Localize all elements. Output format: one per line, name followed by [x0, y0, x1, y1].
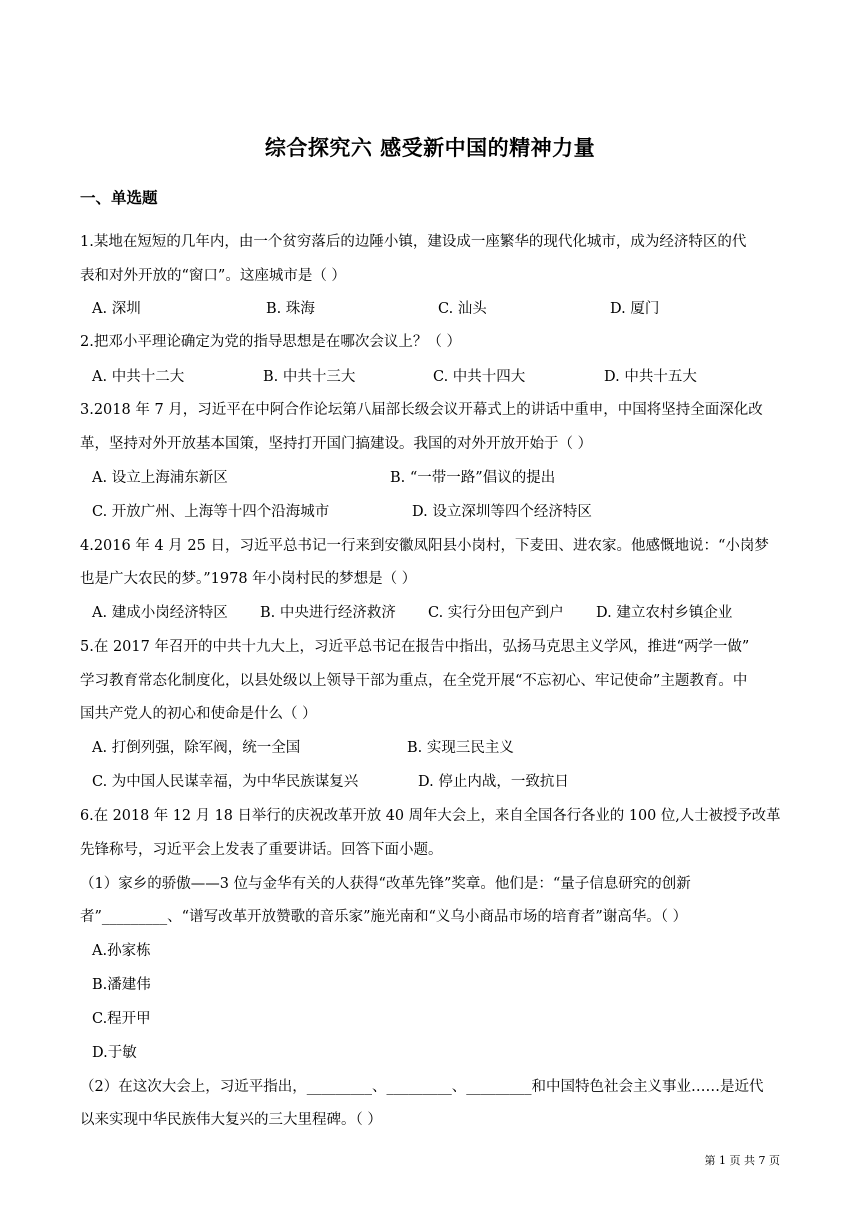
subquestion-1-option-c: C.程开甲	[92, 1011, 151, 1027]
question-3-option-c: C. 开放广州、上海等十四个沿海城市	[92, 504, 330, 520]
subquestion-2-line-2: 以来实现中华民族伟大复兴的三大里程碑。（ ）	[80, 1112, 382, 1128]
question-5-option-d: D. 停止内战，一致抗日	[418, 774, 569, 790]
subquestion-1-option-b: B.潘建伟	[92, 977, 151, 993]
question-2-option-d: D. 中共十五大	[604, 369, 697, 385]
question-1-line-1: 1.某地在短短的几年内，由一个贫穷落后的边陲小镇，建设成一座繁华的现代化城市，成为经济特区的代	[80, 234, 747, 250]
question-2-line-1: 2.把邓小平理论确定为党的指导思想是在哪次会议上？（ ）	[80, 334, 461, 350]
question-4-option-a: A. 建成小岗经济特区	[92, 605, 228, 621]
question-5-option-c: C. 为中国人民谋幸福，为中华民族谋复兴	[92, 774, 359, 790]
section-heading: 一、单选题	[80, 189, 158, 207]
question-3-line-2: 革，坚持对外开放基本国策，坚持打开国门搞建设。我国的对外开放开始于（ ）	[80, 436, 593, 452]
question-1-option-b: B. 珠海	[266, 301, 315, 317]
question-6-line-1: 6.在 2018 年 12 月 18 日举行的庆祝改革开放 40 周年大会上，来自全国各行各业的 100 位,人士被授予改革	[80, 808, 781, 824]
question-5-option-a: A. 打倒列强，除军阀，统一全国	[92, 740, 301, 756]
question-4-option-c: C. 实行分田包产到户	[428, 605, 564, 621]
question-1-line-2: 表和对外开放的“窗口”。这座城市是（ ）	[80, 268, 346, 284]
question-3-option-d: D. 设立深圳等四个经济特区	[412, 504, 592, 520]
question-4-option-b: B. 中央进行经济救济	[260, 605, 396, 621]
question-2-option-a: A. 中共十二大	[92, 369, 185, 385]
question-5-line-3: 国共产党人的初心和使命是什么（ ）	[80, 706, 317, 722]
question-3-option-b: B. “一带一路”倡议的提出	[390, 470, 556, 486]
question-4-line-1: 4.2016 年 4 月 25 日，习近平总书记一行来到安徽凤阳县小岗村，下麦田、进农家。他感慨地说：“小岗梦	[80, 538, 769, 554]
subquestion-2-line-1: （2）在这次大会上，习近平指出，_________、_________、_________和中国特色社会主义事业……是近代	[80, 1079, 764, 1095]
question-3-line-1: 3.2018 年 7 月，习近平在中阿合作论坛第八届部长级会议开幕式上的讲话中重申，中国将坚持全面深化改	[80, 402, 763, 418]
question-5-line-1: 5.在 2017 年召开的中共十九大上，习近平总书记在报告中指出，弘扬马克思主义学风，推进“两学一做”	[80, 639, 750, 655]
question-1-option-c: C. 汕头	[438, 301, 487, 317]
question-3-option-a: A. 设立上海浦东新区	[92, 470, 228, 486]
question-4-line-2: 也是广大农民的梦。”1978 年小岗村民的梦想是（ ）	[80, 571, 417, 587]
subquestion-1-line-2: 者”_________、“谱写改革开放赞歌的音乐家”施光南和“义乌小商品市场的培育者”谢高华。（ ）	[80, 909, 688, 925]
question-1-option-a: A. 深圳	[92, 301, 141, 317]
subquestion-1-option-d: D.于敏	[92, 1045, 137, 1061]
subquestion-1-option-a: A.孙家栋	[92, 943, 151, 959]
subquestion-1-line-1: （1）家乡的骄傲——3 位与金华有关的人获得“改革先锋”奖章。他们是：“量子信息研究的创新	[80, 876, 691, 892]
question-6-line-2: 先锋称号，习近平会上发表了重要讲话。回答下面小题。	[80, 842, 443, 858]
question-2-option-b: B. 中共十三大	[263, 369, 356, 385]
question-1-option-d: D. 厦门	[610, 301, 660, 317]
document-title: 综合探究六 感受新中国的精神力量	[264, 136, 596, 160]
question-2-option-c: C. 中共十四大	[433, 369, 526, 385]
question-5-line-2: 学习教育常态化制度化，以县处级以上领导干部为重点，在全党开展“不忘初心、牢记使命”主题教育。中	[80, 673, 748, 689]
question-4-option-d: D. 建立农村乡镇企业	[596, 605, 733, 621]
page-footer: 第 1 页 共 7 页	[704, 1154, 780, 1167]
question-5-option-b: B. 实现三民主义	[407, 740, 514, 756]
